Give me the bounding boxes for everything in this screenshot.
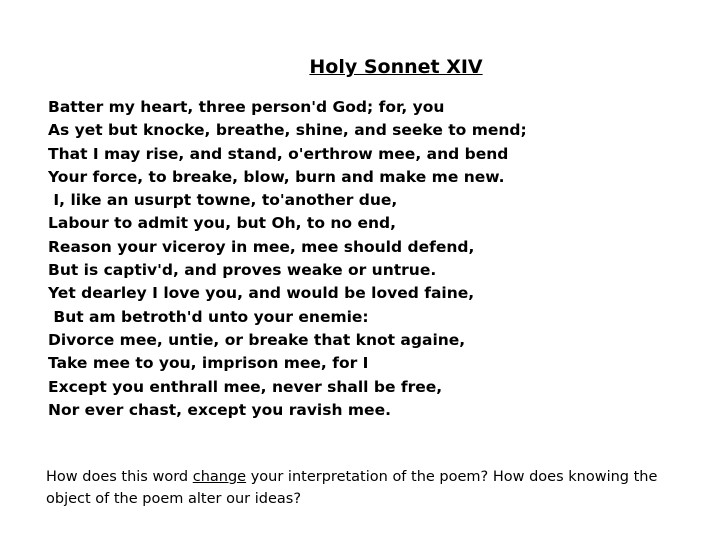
poem-line: But is captiv'd, and proves weake or untrue. (48, 261, 437, 280)
poem-line: Yet dearley I love you, and would be loved faine, (48, 284, 475, 303)
poem-line: Nor ever chast, except you ravish mee. (48, 400, 391, 419)
discussion-question (46, 466, 706, 510)
question-text-start: How does this word (46, 469, 193, 485)
poem-body (48, 96, 527, 422)
poem-line: Labour to admit you, but Oh, to no end, (48, 214, 397, 233)
poem-line: Batter my heart, three person'd God; for, you (48, 98, 445, 116)
poem-line: Except you enthrall mee, never shall be free, (48, 377, 443, 396)
poem-line: But am betroth'd unto your enemie: (48, 307, 369, 326)
poem-line: Divorce mee, untie, or breake that knot againe, (48, 330, 466, 349)
emphasized-word: change (192, 469, 247, 485)
poem-line: I, like an usurpt towne, to'another due, (48, 191, 398, 210)
poem-line: Your force, to breake, blow, burn and make me new. (48, 167, 505, 186)
poem-title: Holy Sonnet XIV (309, 56, 483, 78)
poem-line: As yet but knocke, breathe, shine, and seeke to mend; (48, 121, 527, 140)
poem-line: Reason your viceroy in mee, mee should defend, (48, 237, 475, 256)
poem-line: Take mee to you, imprison mee, for I (48, 354, 369, 373)
question-text-end: your interpretation of the poem? How does knowing the object of the poem alter our ideas? (46, 469, 658, 507)
poem-line: That I may rise, and stand, o'erthrow mee, and bend (48, 144, 509, 163)
